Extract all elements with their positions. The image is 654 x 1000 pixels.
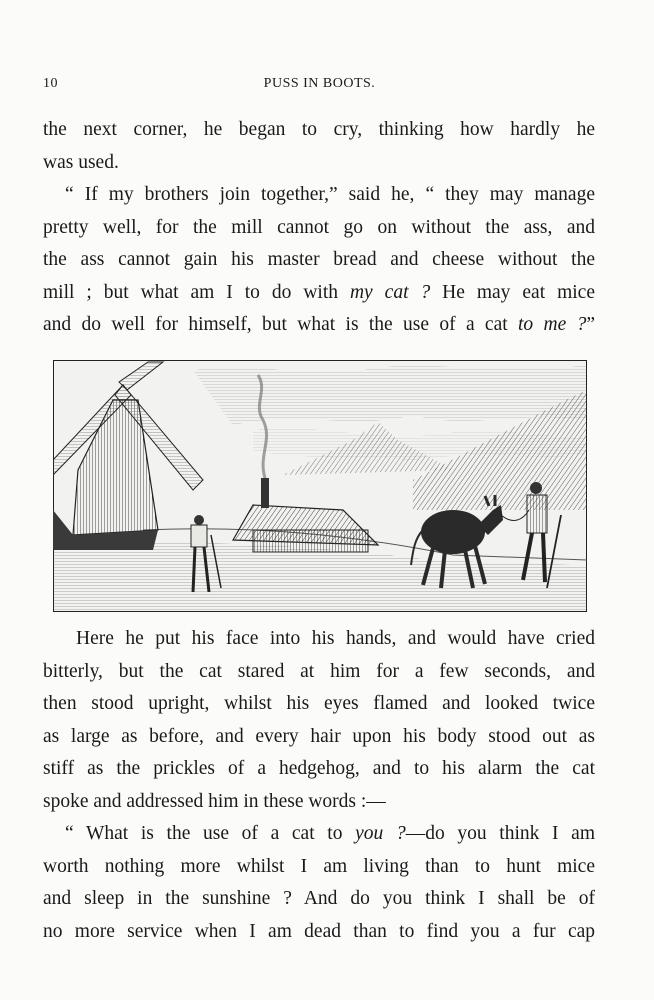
man-leg bbox=[543, 533, 545, 582]
engraving-illustration bbox=[53, 360, 587, 612]
text-span: —do you think I am bbox=[405, 823, 596, 844]
italic-span: you ? bbox=[355, 823, 406, 844]
text-line: bitterly, but the cat stared at him for a few seconds, and bbox=[43, 660, 595, 682]
boy-head bbox=[194, 515, 204, 525]
text-span: “ What is the use of a cat to bbox=[65, 823, 356, 844]
text-line: stiff as the prickles of a hedgehog, and to his alarm the cat bbox=[43, 758, 595, 779]
text-line: then stood upright, whilst his eyes flamed and looked twice bbox=[43, 693, 595, 714]
boy-leg bbox=[193, 547, 195, 592]
text-span: ” bbox=[586, 314, 596, 335]
text-line bbox=[43, 309, 595, 342]
text-span: He may eat mice bbox=[430, 281, 595, 303]
text-line: spoke and addressed him in these words :— bbox=[43, 790, 386, 812]
text-line: worth nothing more whilst I am living than to hunt mice bbox=[43, 855, 595, 877]
text-line: Here he put his face into his hands, and would have cried bbox=[76, 628, 595, 649]
text-line: pretty well, for the mill cannot go on without the ass, and bbox=[43, 216, 595, 238]
text-line: was used. bbox=[43, 151, 119, 173]
boy-body bbox=[191, 525, 207, 547]
text-line bbox=[43, 277, 595, 310]
italic-span: to me ? bbox=[518, 314, 587, 335]
text-line: the next corner, he began to cry, thinking how hardly he bbox=[43, 119, 595, 140]
text-line: and sleep in the sunshine ? And do you think I shall be of bbox=[43, 888, 595, 909]
page-header bbox=[43, 76, 596, 96]
text-span: and do well for himself, but what is the use of a cat bbox=[43, 314, 519, 335]
chimney bbox=[261, 478, 269, 508]
running-title: PUSS IN BOOTS. bbox=[263, 76, 376, 91]
man-head bbox=[530, 482, 542, 494]
text-line bbox=[43, 818, 595, 851]
text-span: mill ; but what am I to do with bbox=[43, 281, 350, 303]
italic-span: my cat ? bbox=[349, 281, 431, 303]
page-number: 10 bbox=[43, 76, 58, 91]
text-line: no more service when I am dead than to find you a fur cap bbox=[43, 920, 595, 942]
body-text-top bbox=[43, 114, 595, 342]
man-body bbox=[527, 495, 547, 533]
body-text-bottom bbox=[43, 623, 595, 948]
text-line: “ If my brothers join together,” said he, “ they may manage bbox=[65, 184, 595, 205]
text-line: as large as before, and every hair upon his body stood out as bbox=[43, 725, 595, 747]
cottage-wall bbox=[253, 530, 368, 552]
clouds bbox=[193, 365, 587, 425]
text-line: the ass cannot gain his master bread and cheese without the bbox=[43, 249, 595, 270]
